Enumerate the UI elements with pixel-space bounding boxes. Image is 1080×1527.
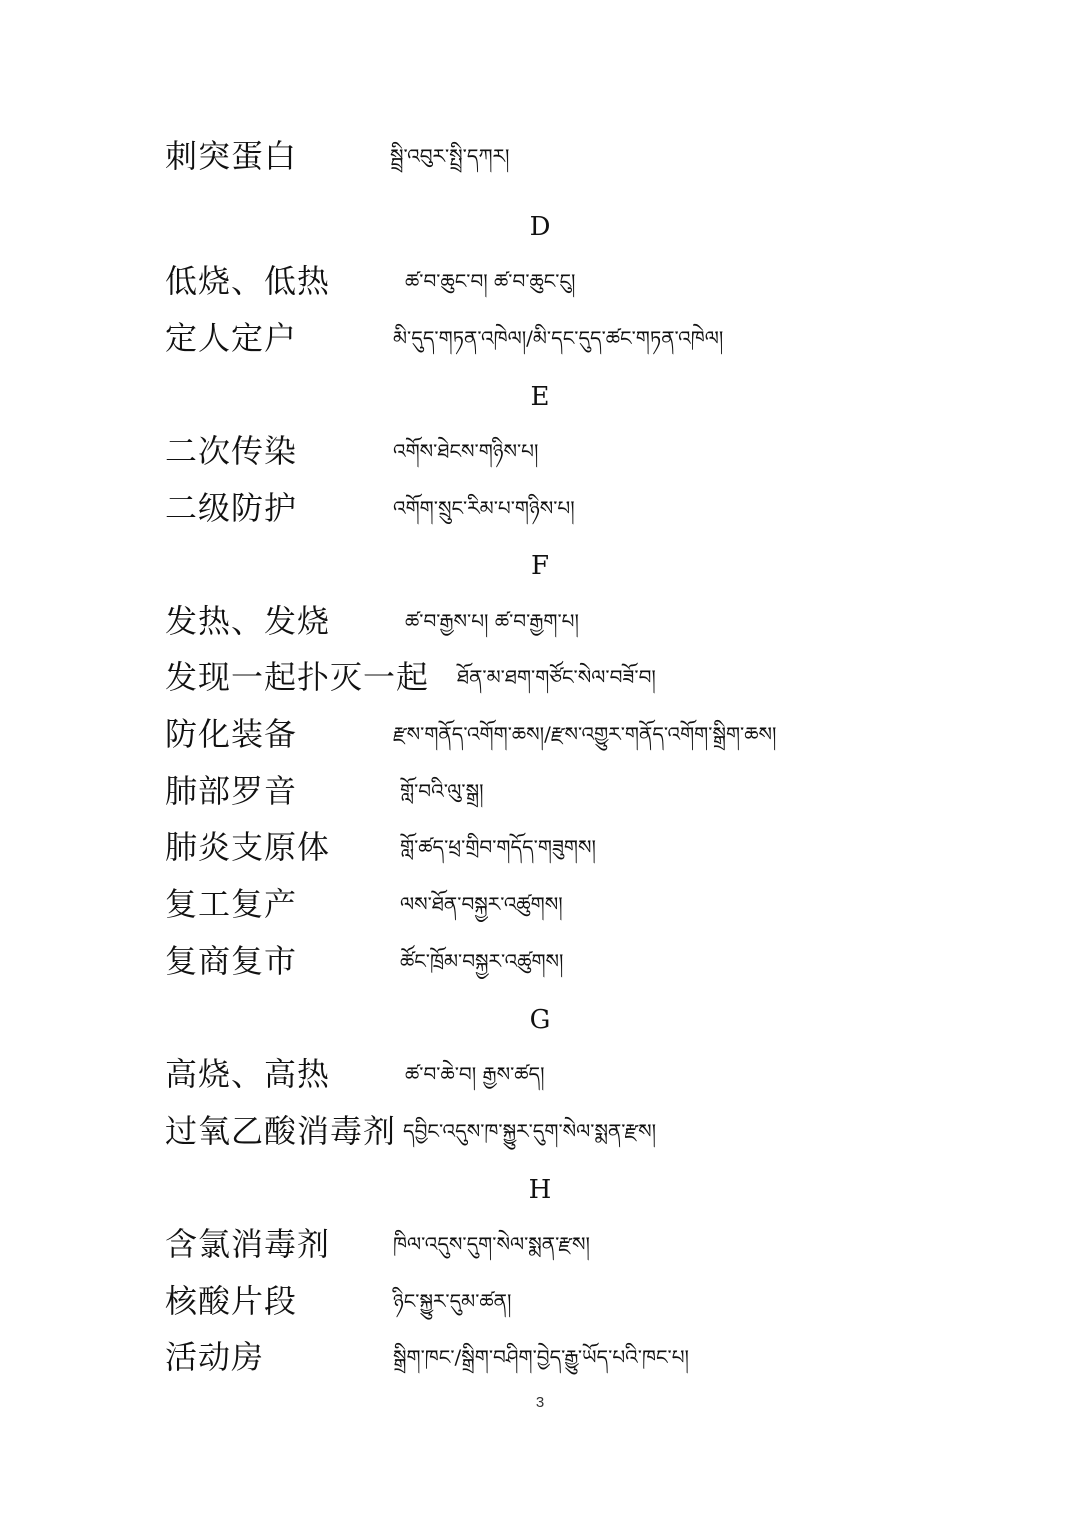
tibetan-translation: ཚ་བ་ཆེ་བ། རྒྱས་ཚད། [405,1062,545,1086]
tibetan-translation: སྦྲི་འབུར་སྤྲི་དཀར། [390,144,510,168]
tibetan-translation: དབྱིང་འདུས་ཁ་སྐྱུར་དུག་སེལ་སྨན་རྫས། [403,1119,657,1143]
chinese-term: 过氧乙酸消毒剂 [165,1112,397,1150]
glossary-entry [165,1331,1020,1383]
tibetan-translation: མི་དུད་གཏན་འཁེལ།/མི་དང་དུད་ཚང་གཏན་འཁེལ། [393,326,724,350]
chinese-term: 刺突蛋白 [165,137,298,175]
tibetan-translation: གློ་བའི་ལུ་སྒྲ། [400,779,484,803]
chinese-term: 复工复产 [165,885,298,923]
chinese-term: 高烧、高热 [165,1055,331,1093]
glossary-entry [165,312,1020,364]
chinese-term: 低烧、低热 [165,262,331,300]
chinese-term: 复商复市 [165,942,298,980]
section-letter: F [530,551,550,581]
chinese-term: 发热、发烧 [165,602,331,640]
chinese-term: 肺部罗音 [165,772,298,810]
tibetan-translation: ཚ་བ་རྒྱས་པ། ཚ་བ་རྒྱག་པ། [405,609,579,633]
glossary-entry [165,935,1020,987]
glossary-entry [165,130,1020,182]
tibetan-translation: ལས་ཐོན་བསྐྱར་འཚུགས། [400,892,563,916]
page-number: 3 [535,1394,545,1411]
section-letter: D [529,212,551,242]
chinese-term: 核酸片段 [165,1282,298,1320]
glossary-entry [165,708,1020,760]
glossary-entry [165,765,1020,817]
chinese-term: 防化装备 [165,715,298,753]
tibetan-translation: ཉིང་སྐྱུར་དུམ་ཚན། [393,1289,512,1313]
glossary-entry [165,1105,1020,1157]
section-letter: E [530,382,550,412]
tibetan-translation: རྫས་གནོད་འགོག་ཆས།/རྫས་འགྱུར་གནོད་འགོག་སྒྲིག་ཆས། [393,722,777,746]
chinese-term: 肺炎支原体 [165,828,331,866]
tibetan-translation: སྒྲིག་ཁང་/སྒྲིག་བཤིག་བྱེད་རྒྱུ་ཡོད་པའི་ཁང་པ། [393,1345,689,1369]
tibetan-translation: ཚ་བ་ཆུང་བ། ཚ་བ་ཆུང་ངུ། [405,269,576,293]
tibetan-translation: ཁིལ་འདུས་དུག་སེལ་སྨན་རྫས། [393,1232,590,1256]
glossary-entry [165,651,1020,703]
glossary-entry [165,1048,1020,1100]
glossary-entry [165,1275,1020,1327]
chinese-term: 二级防护 [165,489,298,527]
tibetan-translation: འགོས་ཐེངས་གཉིས་པ། [393,439,539,463]
tibetan-translation: འགོག་སྲུང་རིམ་པ་གཉིས་པ། [393,496,575,520]
glossary-entry [165,1218,1020,1270]
glossary-entry [165,425,1020,477]
tibetan-translation: གློ་ཚད་ཕྲ་གྲིབ་གདོད་གཟུགས། [400,835,596,859]
glossary-entry [165,255,1020,307]
glossary-entry [165,595,1020,647]
tibetan-translation: ཚོང་ཁྲོམ་བསྐྱར་འཚུགས། [400,949,564,973]
section-letter: H [528,1175,552,1205]
section-letter: G [529,1005,551,1035]
chinese-term: 定人定户 [165,319,298,357]
glossary-entry [165,482,1020,534]
glossary-entry [165,878,1020,930]
tibetan-translation: ཐོན་མ་ཐག་གཙོང་སེལ་བཟོ་བ། [457,665,656,689]
chinese-term: 活动房 [165,1338,265,1376]
chinese-term: 发现一起扑灭一起 [165,658,430,696]
glossary-entry [165,821,1020,873]
chinese-term: 二次传染 [165,432,298,470]
chinese-term: 含氯消毒剂 [165,1225,331,1263]
